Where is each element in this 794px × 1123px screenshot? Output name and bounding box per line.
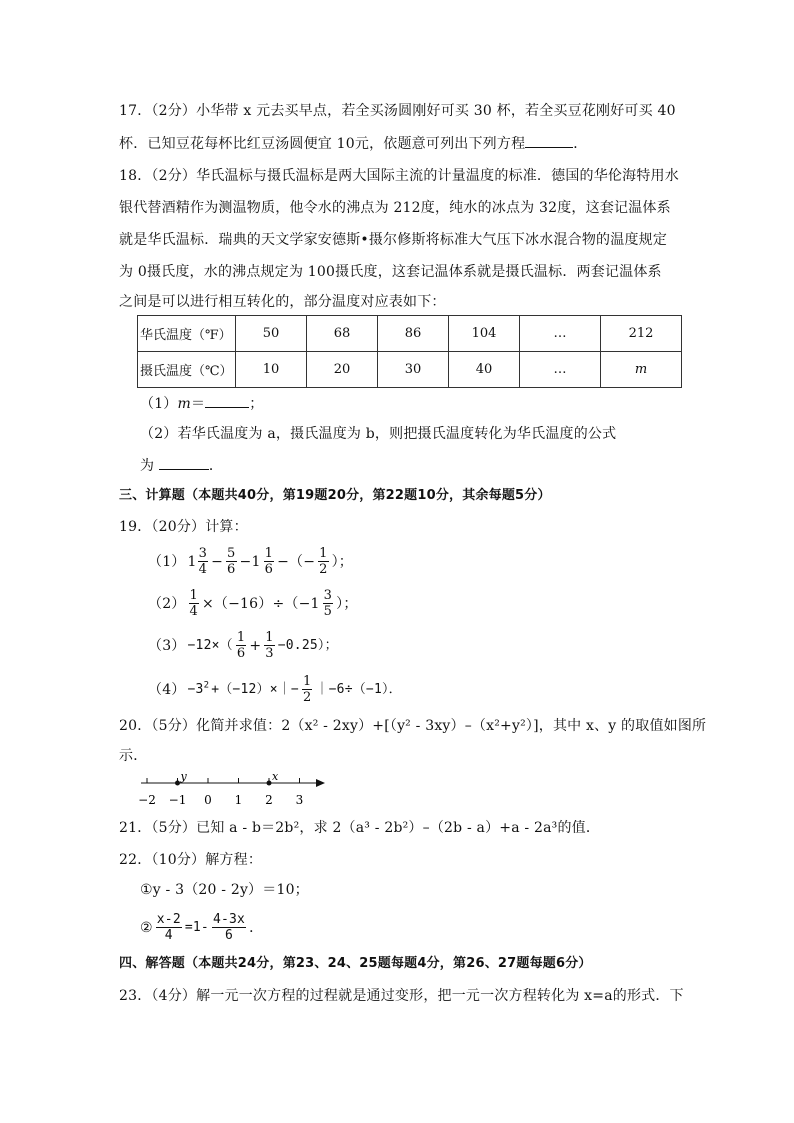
numerator: 3	[198, 546, 208, 561]
number-line-ticks	[138, 778, 303, 807]
numerator: 1	[236, 630, 246, 645]
denominator: 6	[224, 928, 234, 943]
numerator: 5	[227, 546, 236, 561]
table-cell: 104	[449, 316, 520, 352]
table-cell: 20	[307, 352, 378, 388]
operator: +	[249, 637, 262, 654]
q17-line2-text: 杯．已知豆花每杯比红豆汤圆便宜 10元，依题意可列出下列方程	[119, 136, 526, 152]
denominator: 6	[227, 562, 236, 577]
q18-part1-var: m	[177, 396, 191, 412]
expression-end: ）；	[336, 595, 358, 612]
expression-end: ．	[249, 919, 264, 936]
q18-part2-line1: （2）若华氏温度为 a，摄氏温度为 b，则把摄氏温度转化为华氏温度的公式	[140, 426, 617, 442]
expression-middle: +（−12）×｜−	[211, 681, 299, 697]
q18-part2-blank[interactable]	[159, 455, 209, 470]
table-cell-label: 华氏温度（℉）	[138, 316, 236, 352]
table-cell: …	[520, 352, 601, 388]
expression-end: ｜−6÷（−1）．	[315, 681, 402, 697]
table-cell: 86	[378, 316, 449, 352]
mixed-number	[188, 546, 210, 577]
denominator: 6	[236, 646, 246, 661]
q18-part2-line2	[140, 455, 223, 476]
number-line-tick-label: 1	[234, 793, 243, 807]
q19-part1	[148, 546, 353, 577]
fraction	[302, 674, 312, 705]
expression-middle: ×（−16）÷（−1	[202, 595, 320, 612]
q20-line1: 20．（5分）化简并求值：2（x² - 2xy）+[（y² - 3xy）–（x²+y²）]，其中 x、y 的取值如图所	[119, 718, 707, 734]
denominator: 4	[164, 928, 173, 943]
power-base: −3	[187, 681, 204, 697]
q17-line1: 17．（2分）小华带 x 元去买早点，若全买汤圆刚好可买 30 杯，若全买豆花刚好可买 40	[119, 103, 676, 119]
q18-part2-prefix: 为	[140, 458, 159, 474]
numerator: 1	[319, 546, 328, 561]
table-cell: …	[520, 316, 601, 352]
expression-end: ）；	[331, 553, 354, 570]
table-row-celsius	[138, 352, 682, 388]
q19-part2	[148, 588, 358, 619]
table-cell: 40	[449, 352, 520, 388]
q22-equation1: ①y - 3（20 - 2y）＝10；	[140, 882, 309, 898]
x-point-label: x	[272, 770, 279, 783]
q19-part4	[148, 674, 402, 705]
temperature-table	[137, 315, 682, 388]
operator: −	[211, 553, 224, 570]
q18-part1	[140, 393, 263, 414]
fraction	[156, 912, 182, 943]
x-point	[267, 781, 272, 786]
fraction	[323, 588, 333, 619]
q18-line2: 银代替酒精作为测温物质，他令水的沸点为 212度，纯水的冰点为 32度，这套记温体系	[119, 200, 671, 216]
numerator: 3	[323, 588, 333, 603]
table-cell: 68	[307, 316, 378, 352]
number-line-figure	[135, 770, 335, 810]
numerator: 1	[265, 630, 274, 645]
denominator: 4	[198, 562, 208, 577]
q18-line3: 就是华氏温标．瑞典的天文学家安德斯•摄尔修斯将标准大气压下冰水混合物的温度规定	[119, 232, 668, 248]
q21-text: 21．（5分）已知 a - b＝2b²，求 2（a³ - 2b²）–（2b - a）+a - 2a³的值．	[119, 820, 601, 836]
expression-start: −12×（	[187, 637, 233, 653]
q18-line5: 之间是可以进行相互转化的，部分温度对应表如下：	[119, 294, 446, 310]
q18-part1-end: ；	[249, 396, 264, 412]
q18-part1-eq: ＝	[191, 396, 206, 412]
y-point-label: y	[180, 770, 187, 783]
fraction	[236, 630, 246, 661]
fraction	[212, 912, 246, 943]
q20-line2: 示．	[119, 748, 148, 764]
q18-part1-label: （1）	[140, 396, 178, 412]
q19-part3-label: （3）	[148, 637, 186, 654]
fraction	[264, 546, 274, 577]
number-line-tick-label: −2	[138, 793, 156, 807]
number-line-tick-label: 3	[295, 793, 304, 807]
fraction	[189, 588, 199, 619]
fraction	[226, 546, 236, 577]
whole-part: 1	[187, 553, 197, 570]
q22-equation2	[140, 912, 263, 943]
numerator: 1	[302, 674, 312, 689]
expression-middle: =1-	[184, 919, 209, 935]
circled-two: ②	[140, 919, 153, 936]
numerator: x-2	[156, 912, 181, 927]
number-line-tick-label: 2	[265, 793, 273, 807]
q17-end: ．	[573, 136, 588, 152]
expression-start	[188, 680, 210, 700]
operator: −1	[239, 553, 261, 570]
q19-part1-label: （1）	[148, 553, 186, 570]
q19-part3	[148, 630, 338, 661]
q17-line2	[119, 133, 587, 154]
denominator: 6	[264, 562, 274, 577]
table-cell: 50	[236, 316, 307, 352]
exponent: 2	[203, 680, 210, 691]
denominator: 3	[265, 646, 274, 661]
expression-end: −0.25）；	[277, 637, 338, 653]
fraction	[264, 630, 274, 661]
table-cell: 212	[601, 316, 682, 352]
q18-part2-end: ．	[208, 458, 224, 474]
table-cell-label: 摄氏温度（℃）	[138, 352, 236, 388]
operator: −（−	[277, 553, 316, 570]
denominator: 5	[323, 604, 333, 619]
q18-line1: 18．（2分）华氏温标与摄氏温标是两大国际主流的计量温度的标准．德国的华伦海特用水	[119, 168, 679, 184]
table-row-fahrenheit	[138, 316, 682, 352]
number-line-tick-label: −1	[168, 793, 187, 807]
fraction	[198, 546, 208, 577]
numerator: 4-3x	[212, 912, 246, 927]
numerator: 1	[264, 546, 274, 561]
q19-part2-label: （2）	[148, 595, 186, 612]
number-line-arrow-icon	[316, 779, 325, 787]
table-cell: m	[601, 352, 682, 388]
numerator: 1	[189, 588, 198, 603]
denominator: 2	[319, 562, 328, 577]
denominator: 4	[189, 604, 198, 619]
q18-line4: 为 0摄氏度，水的沸点规定为 100摄氏度，这套记温体系就是摄氏温标．两套记温体系	[119, 264, 662, 280]
q19-title: 19．（20分）计算：	[119, 519, 248, 535]
table-cell: 30	[378, 352, 449, 388]
fraction	[318, 546, 328, 577]
q18-part1-blank[interactable]	[205, 393, 249, 408]
q22-title: 22．（10分）解方程：	[119, 852, 263, 868]
y-point	[175, 781, 180, 786]
section-3-heading: 三、计算题（本题共40分，第19题20分，第22题10分，其余每题5分）	[119, 488, 551, 503]
q17-answer-blank[interactable]	[525, 133, 573, 148]
table-cell: 10	[236, 352, 307, 388]
section-4-heading: 四、解答题（本题共24分，第23、24、25题每题4分，第26、27题每题6分）	[119, 956, 592, 971]
denominator: 2	[302, 690, 312, 705]
number-line-tick-label: 0	[204, 793, 212, 807]
q19-part4-label: （4）	[148, 681, 186, 698]
q23-text: 23．（4分）解一元一次方程的过程就是通过变形，把一元一次方程转化为 x=a的形式．下	[119, 988, 684, 1004]
